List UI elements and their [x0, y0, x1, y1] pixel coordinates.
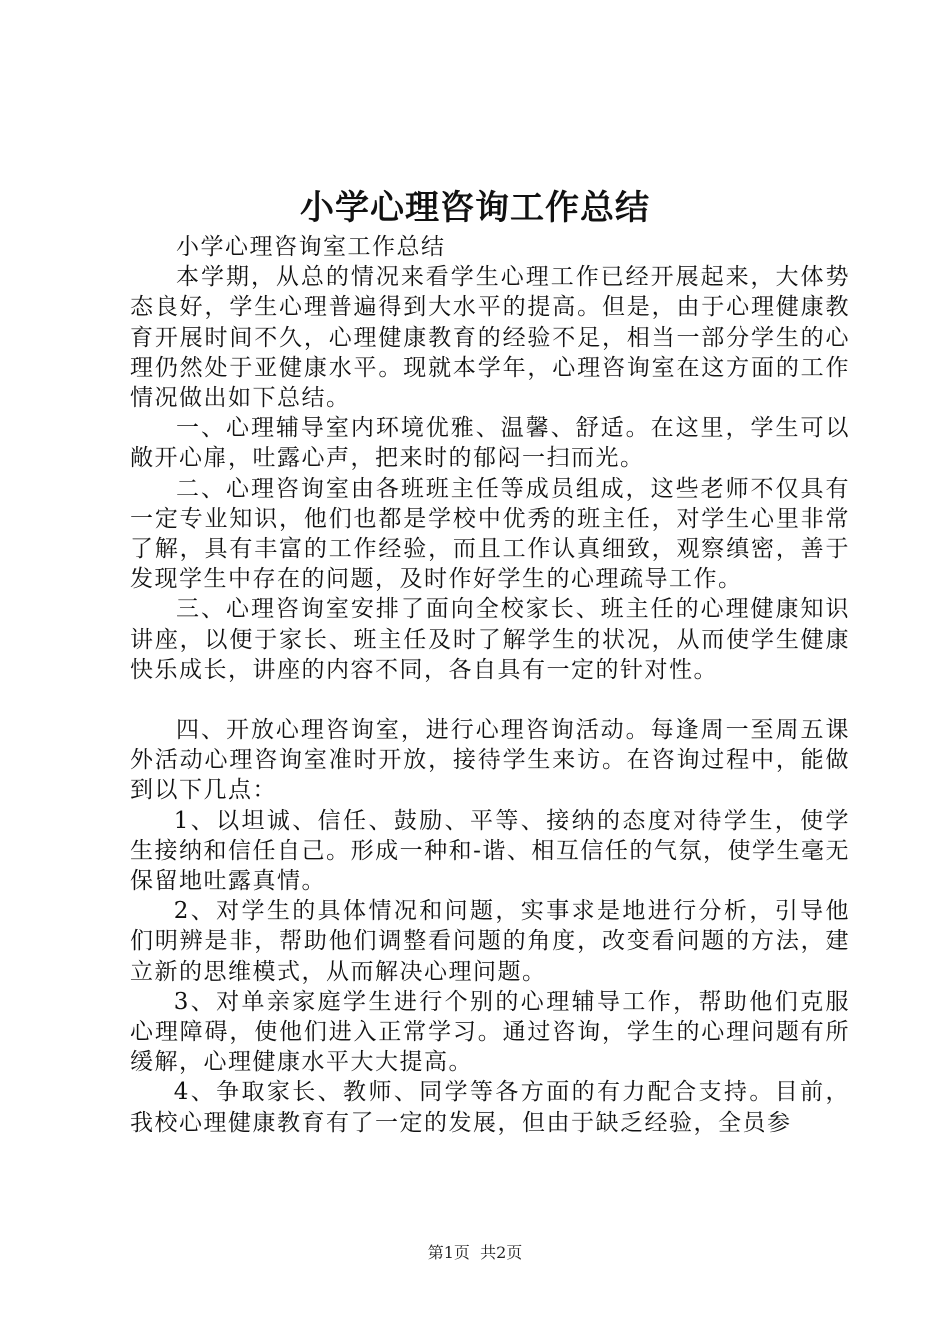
section-four-paragraph: 四、开放心理咨询室，进行心理咨询活动。每逢周一至周五课外活动心理咨询室准时开放，接待学生来访。在咨询过程中，能做到以下几点： — [130, 717, 850, 804]
intro-paragraph: 本学期，从总的情况来看学生心理工作已经开展起来，大体势态良好，学生心理普遍得到大水平的提高。但是，由于心理健康教育开展时间不久，心理健康教育的经验不足，相当一部分学生的心理仍然处于亚健康水平。现就本学年，心理咨询室在这方面的工作情况做出如下总结。 — [130, 264, 850, 412]
point-four-paragraph: 4、争取家长、教师、同学等各方面的有力配合支持。目前，我校心理健康教育有了一定的发展，但由于缺乏经验，全员参 — [130, 1079, 850, 1136]
page-footer: 第1页 共2页 — [427, 1243, 523, 1262]
section-two-paragraph: 二、心理咨询室由各班班主任等成员组成，这些老师不仅具有一定专业知识，他们也都是学校中优秀的班主任，对学生心里非常了解，具有丰富的工作经验，而且工作认真细致，观察缜密，善于发现学生中存在的问题，及时作好学生的心理疏导工作。 — [130, 475, 850, 593]
point-one-paragraph: 1、以坦诚、信任、鼓励、平等、接纳的态度对待学生，使学生接纳和信任自己。形成一种和-谐、相互信任的气氛，使学生毫无保留地吐露真情。 — [130, 807, 850, 895]
document-title: 小学心理咨询工作总结 — [300, 188, 650, 228]
subtitle-paragraph: 小学心理咨询室工作总结 — [176, 234, 446, 260]
document-body — [130, 232, 850, 1138]
point-two-paragraph: 2、对学生的具体情况和问题，实事求是地进行分析，引导他们明辨是非，帮助他们调整看问题的角度，改变看问题的方法，建立新的思维模式，从而解决心理问题。 — [130, 898, 850, 985]
section-three-paragraph: 三、心理咨询室安排了面向全校家长、班主任的心理健康知识讲座，以便于家长、班主任及时了解学生的状况，从而使学生健康快乐成长，讲座的内容不同，各自具有一定的针对性。 — [130, 596, 850, 683]
section-one-paragraph: 一、心理辅导室内环境优雅、温馨、舒适。在这里，学生可以敞开心扉，吐露心声，把来时的郁闷一扫而光。 — [130, 415, 850, 472]
point-three-paragraph: 3、对单亲家庭学生进行个别的心理辅导工作，帮助他们克服心理障碍，使他们进入正常学习。通过咨询，学生的心理问题有所缓解，心理健康水平大大提高。 — [130, 988, 850, 1076]
